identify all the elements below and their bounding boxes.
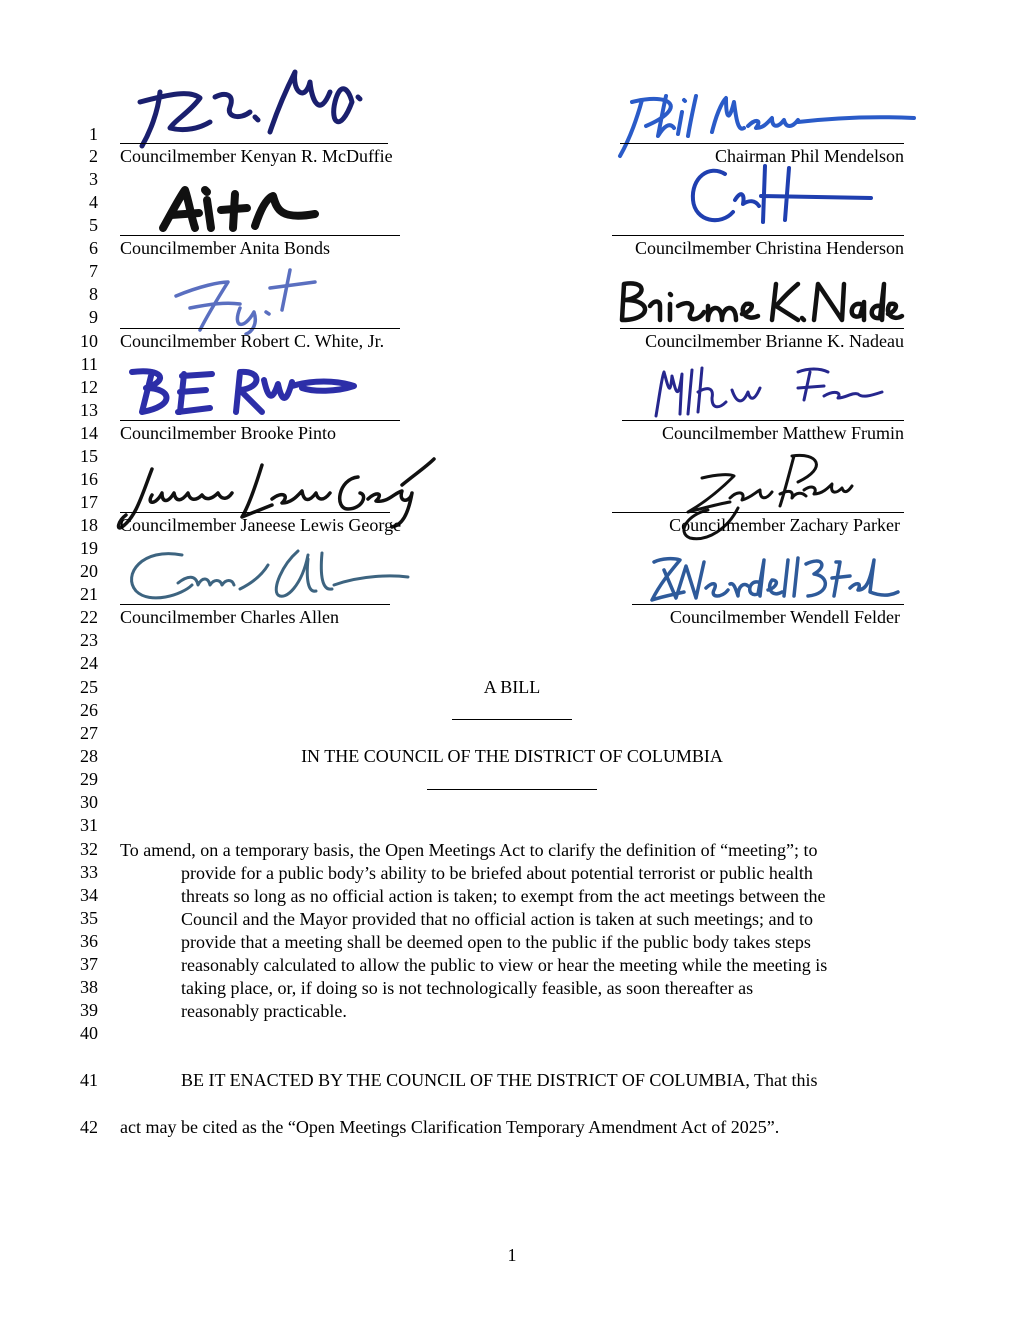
line-number: 35 [80,908,98,928]
signature-line [612,512,904,513]
signatory-name: Councilmember Brianne K. Nadeau [645,331,904,351]
line-number: 42 [80,1117,98,1137]
signatory-name: Councilmember Kenyan R. McDuffie [120,146,393,166]
line-number: 26 [80,700,98,720]
line-number: 13 [80,400,98,420]
signature-line [622,420,904,421]
line-number: 25 [80,677,98,697]
line-number: 2 [89,146,98,166]
line-number: 41 [80,1070,98,1090]
line-number: 28 [80,746,98,766]
line-number: 6 [89,238,98,258]
signature-mcduffie [130,62,370,152]
enacting-clause: BE IT ENACTED BY THE COUNCIL OF THE DISTRICT OF COLUMBIA, That this [181,1070,818,1090]
line-number: 33 [80,862,98,882]
purpose-line: reasonably calculated to allow the public to view or hear the meeting while the meeting is [181,955,828,975]
line-number: 21 [80,584,98,604]
line-number: 38 [80,977,98,997]
signature-line [120,604,390,605]
signature-felder [640,552,900,607]
line-number: 31 [80,815,98,835]
purpose-line: Council and the Mayor provided that no official action is taken at such meetings; and to [181,909,814,929]
signature-white [170,268,320,336]
purpose-line: To amend, on a temporary basis, the Open Meetings Act to clarify the definition of “meeting”; to [120,840,818,860]
signature-line [612,235,904,236]
heading-rule [452,719,572,720]
line-number: 16 [80,469,98,489]
line-number: 5 [89,215,98,235]
signature-bonds [155,180,325,235]
page-number: 1 [507,1245,517,1265]
line-number: 18 [80,515,98,535]
line-number: 7 [89,261,98,281]
signature-frumin [648,362,888,420]
line-number: 29 [80,769,98,789]
bill-heading: A BILL [483,677,541,697]
purpose-line: provide for a public body’s ability to be briefed about potential terrorist or public health [181,863,813,883]
line-number: 34 [80,885,98,905]
line-number: 27 [80,723,98,743]
line-number: 39 [80,1000,98,1020]
signatory-name: Chairman Phil Mendelson [715,146,904,166]
signature-line [120,420,400,421]
line-number: 30 [80,792,98,812]
purpose-line: reasonably practicable. [181,1001,347,1021]
signatory-name: Councilmember Christina Henderson [635,238,904,258]
line-number: 24 [80,653,98,673]
line-number: 11 [80,354,98,374]
signatory-name: Councilmember Brooke Pinto [120,423,336,443]
signature-pinto [122,362,362,422]
line-number: 3 [89,169,98,189]
council-heading: IN THE COUNCIL OF THE DISTRICT OF COLUMBIA [301,746,723,766]
line-number: 17 [80,492,98,512]
signature-line [120,235,400,236]
line-number: 37 [80,954,98,974]
signatory-name: Councilmember Zachary Parker [669,515,900,535]
line-number: 1 [89,124,98,144]
signature-line [120,328,400,329]
signature-henderson [685,160,885,230]
signatory-name: Councilmember Matthew Frumin [662,423,904,443]
bill-purpose [120,839,910,1023]
short-title: act may be cited as the “Open Meetings Clarification Temporary Amendment Act of 2025”. [120,1117,780,1137]
line-number: 8 [89,284,98,304]
signature-line [120,512,390,513]
signatory-name: Councilmember Wendell Felder [669,607,900,627]
line-number: 36 [80,931,98,951]
signature-line [120,143,388,144]
signature-line [620,328,904,329]
line-number: 19 [80,538,98,558]
signature-nadeau [612,276,902,326]
signatory-name: Councilmember Anita Bonds [120,238,330,258]
purpose-line: threats so long as no official action is taken; to exempt from the act meetings between the [181,886,826,906]
council-rule [427,789,597,790]
signature-allen [122,545,412,605]
purpose-line: provide that a meeting shall be deemed open to the public if the public body takes steps [181,932,811,952]
line-number: 23 [80,630,98,650]
line-number: 4 [89,192,98,212]
line-number: 12 [80,377,98,397]
signature-line [620,143,904,144]
signatory-name: Councilmember Robert C. White, Jr. [120,331,385,351]
line-number: 9 [89,307,98,327]
line-number: 14 [80,423,98,443]
line-number: 20 [80,561,98,581]
signatory-name: Councilmember Charles Allen [120,607,339,627]
line-number: 40 [80,1023,98,1043]
signature-line [632,604,904,605]
line-number: 10 [80,331,98,351]
line-number: 15 [80,446,98,466]
signatory-name: Councilmember Janeese Lewis George [120,515,402,535]
line-number: 22 [80,607,98,627]
purpose-line: taking place, or, if doing so is not technologically feasible, as soon thereafter as [181,978,754,998]
line-number: 32 [80,839,98,859]
